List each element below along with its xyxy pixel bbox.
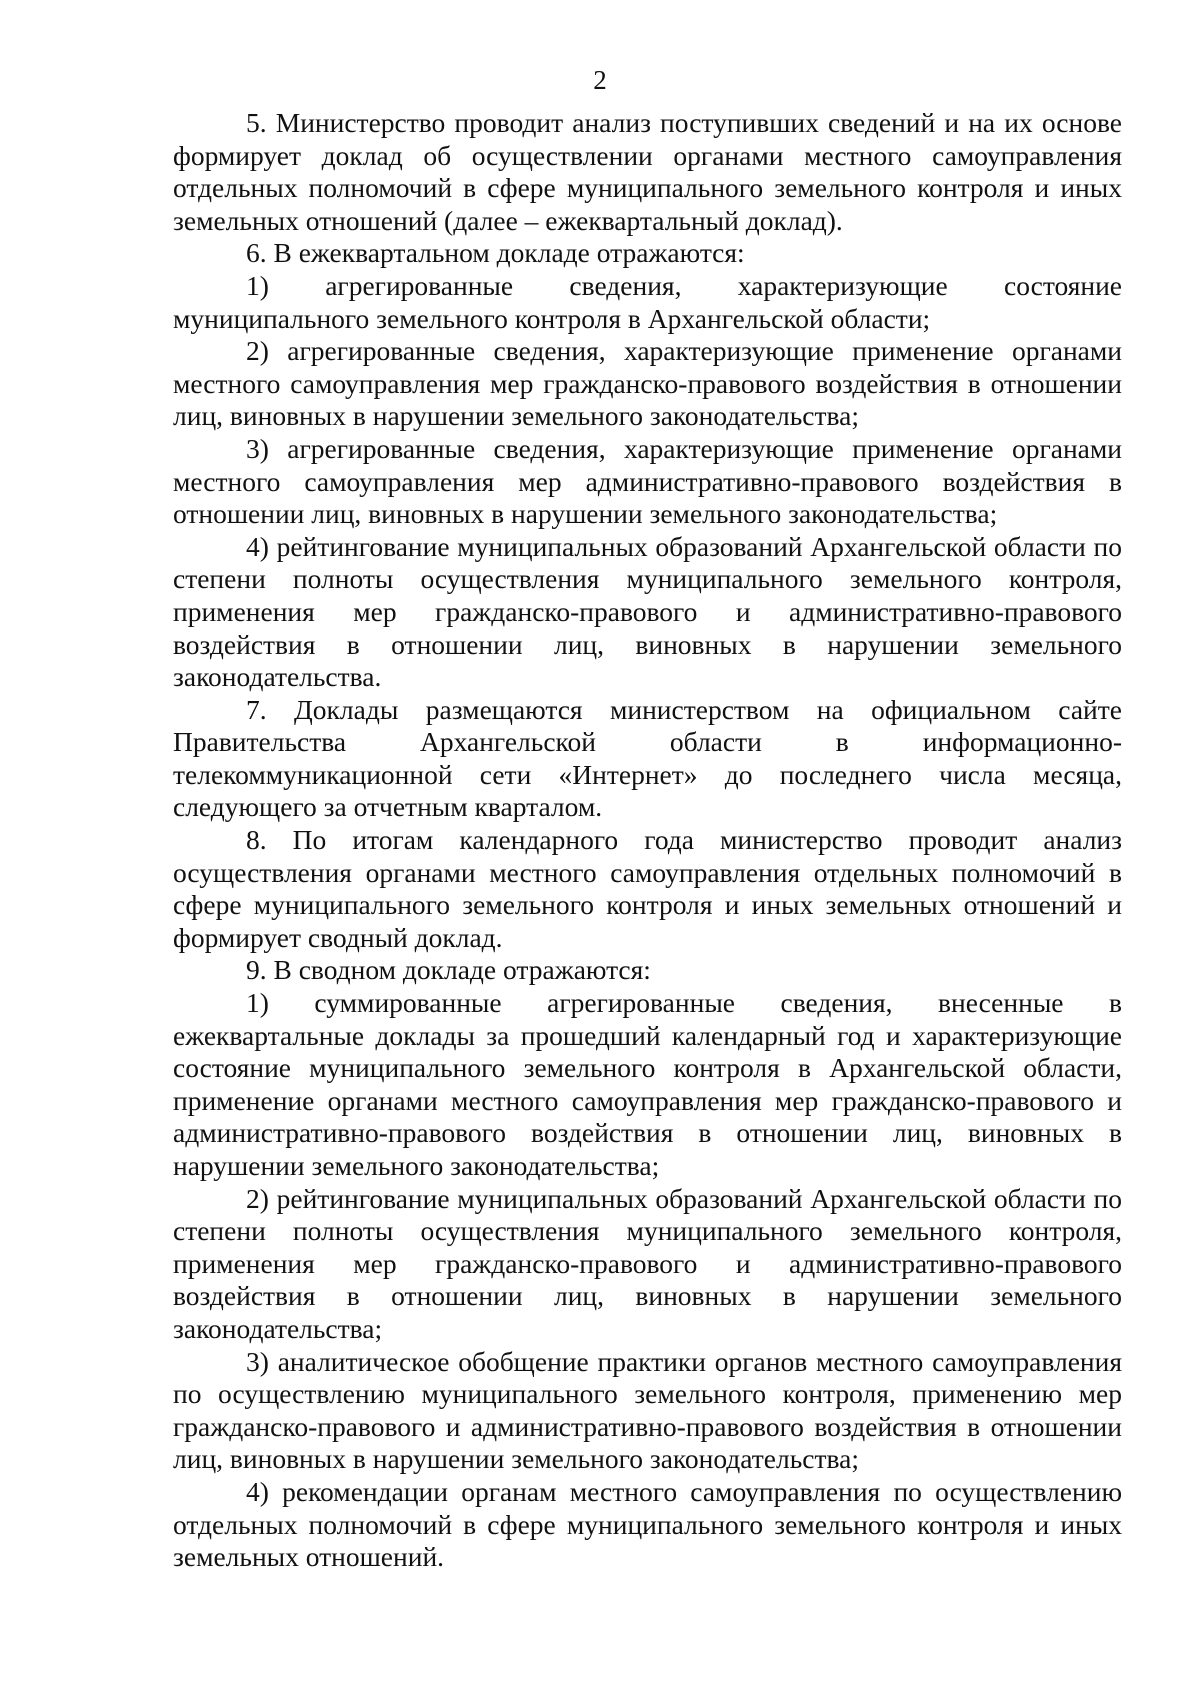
paragraph-6: 6. В ежеквартальном докладе отражаются: xyxy=(246,237,745,269)
paragraph-6-item-4: 4) рейтингование муниципальных образований Архангельской области по степени полноты осуществления муниципального земельного контроля, применения мер гражданско-правового и административно-правового воздействия в отношении лиц, виновных в нарушении земельного законодательства. xyxy=(173,530,1122,693)
paragraph-9: 9. В сводном докладе отражаются: xyxy=(246,954,651,986)
document-body xyxy=(173,107,1122,1574)
paragraph-9-item-3: 3) аналитическое обобщение практики органов местного самоуправления по осуществлению муниципального земельного контроля, применению мер гражданско-правового и административно-правового воздействия в отношении лиц, виновных в нарушении земельного законодательства; xyxy=(173,1345,1122,1475)
paragraph-9-item-4: 4) рекомендации органам местного самоуправления по осуществлению отдельных полномочий в сфере муниципального земельного контроля и иных земельных отношений. xyxy=(173,1475,1122,1573)
paragraph-6-item-2: 2) агрегированные сведения, характеризующие применение органами местного самоуправления мер гражданско-правового воздействия в отношении лиц, виновных в нарушении земельного законодательства; xyxy=(173,335,1122,432)
paragraph-7: 7. Доклады размещаются министерством на официальном сайте Правительства Архангельской области в информационно-телекоммуникационной сети «Интернет» до последнего числа месяца, следующего за отчетным кварталом. xyxy=(173,693,1122,823)
page-number: 2 xyxy=(593,65,607,95)
paragraph-9-item-2: 2) рейтингование муниципальных образований Архангельской области по степени полноты осуществления муниципального земельного контроля, применения мер гражданско-правового и административно-правового воздействия в отношении лиц, виновных в нарушении земельного законодательства; xyxy=(173,1182,1122,1344)
paragraph-9-item-1: 1) суммированные агрегированные сведения, внесенные в ежеквартальные доклады за прошедший календарный год и характеризующие состояние муниципального земельного контроля в Архангельской области, применение органами местного самоуправления мер гражданско-правового и административно-правового воздействия в отношении лиц, виновных в нарушении земельного законодательства; xyxy=(173,987,1122,1181)
paragraph-5: 5. Министерство проводит анализ поступивших сведений и на их основе формирует доклад об осуществлении органами местного самоуправления отдельных полномочий в сфере муниципального земельного контроля и иных земельных отношений (далее – ежеквартальный доклад). xyxy=(173,107,1122,236)
paragraph-8: 8. По итогам календарного года министерство проводит анализ осуществления органами местного самоуправления отдельных полномочий в сфере муниципального земельного контроля и иных земельных отношений и формирует сводный доклад. xyxy=(173,824,1122,953)
paragraph-6-item-1: 1) агрегированные сведения, характеризующие состояние муниципального земельного контроля в Архангельской области; xyxy=(173,269,1122,334)
paragraph-6-item-3: 3) агрегированные сведения, характеризующие применение органами местного самоуправления мер административно-правового воздействия в отношении лиц, виновных в нарушении земельного законодательства; xyxy=(173,432,1122,530)
